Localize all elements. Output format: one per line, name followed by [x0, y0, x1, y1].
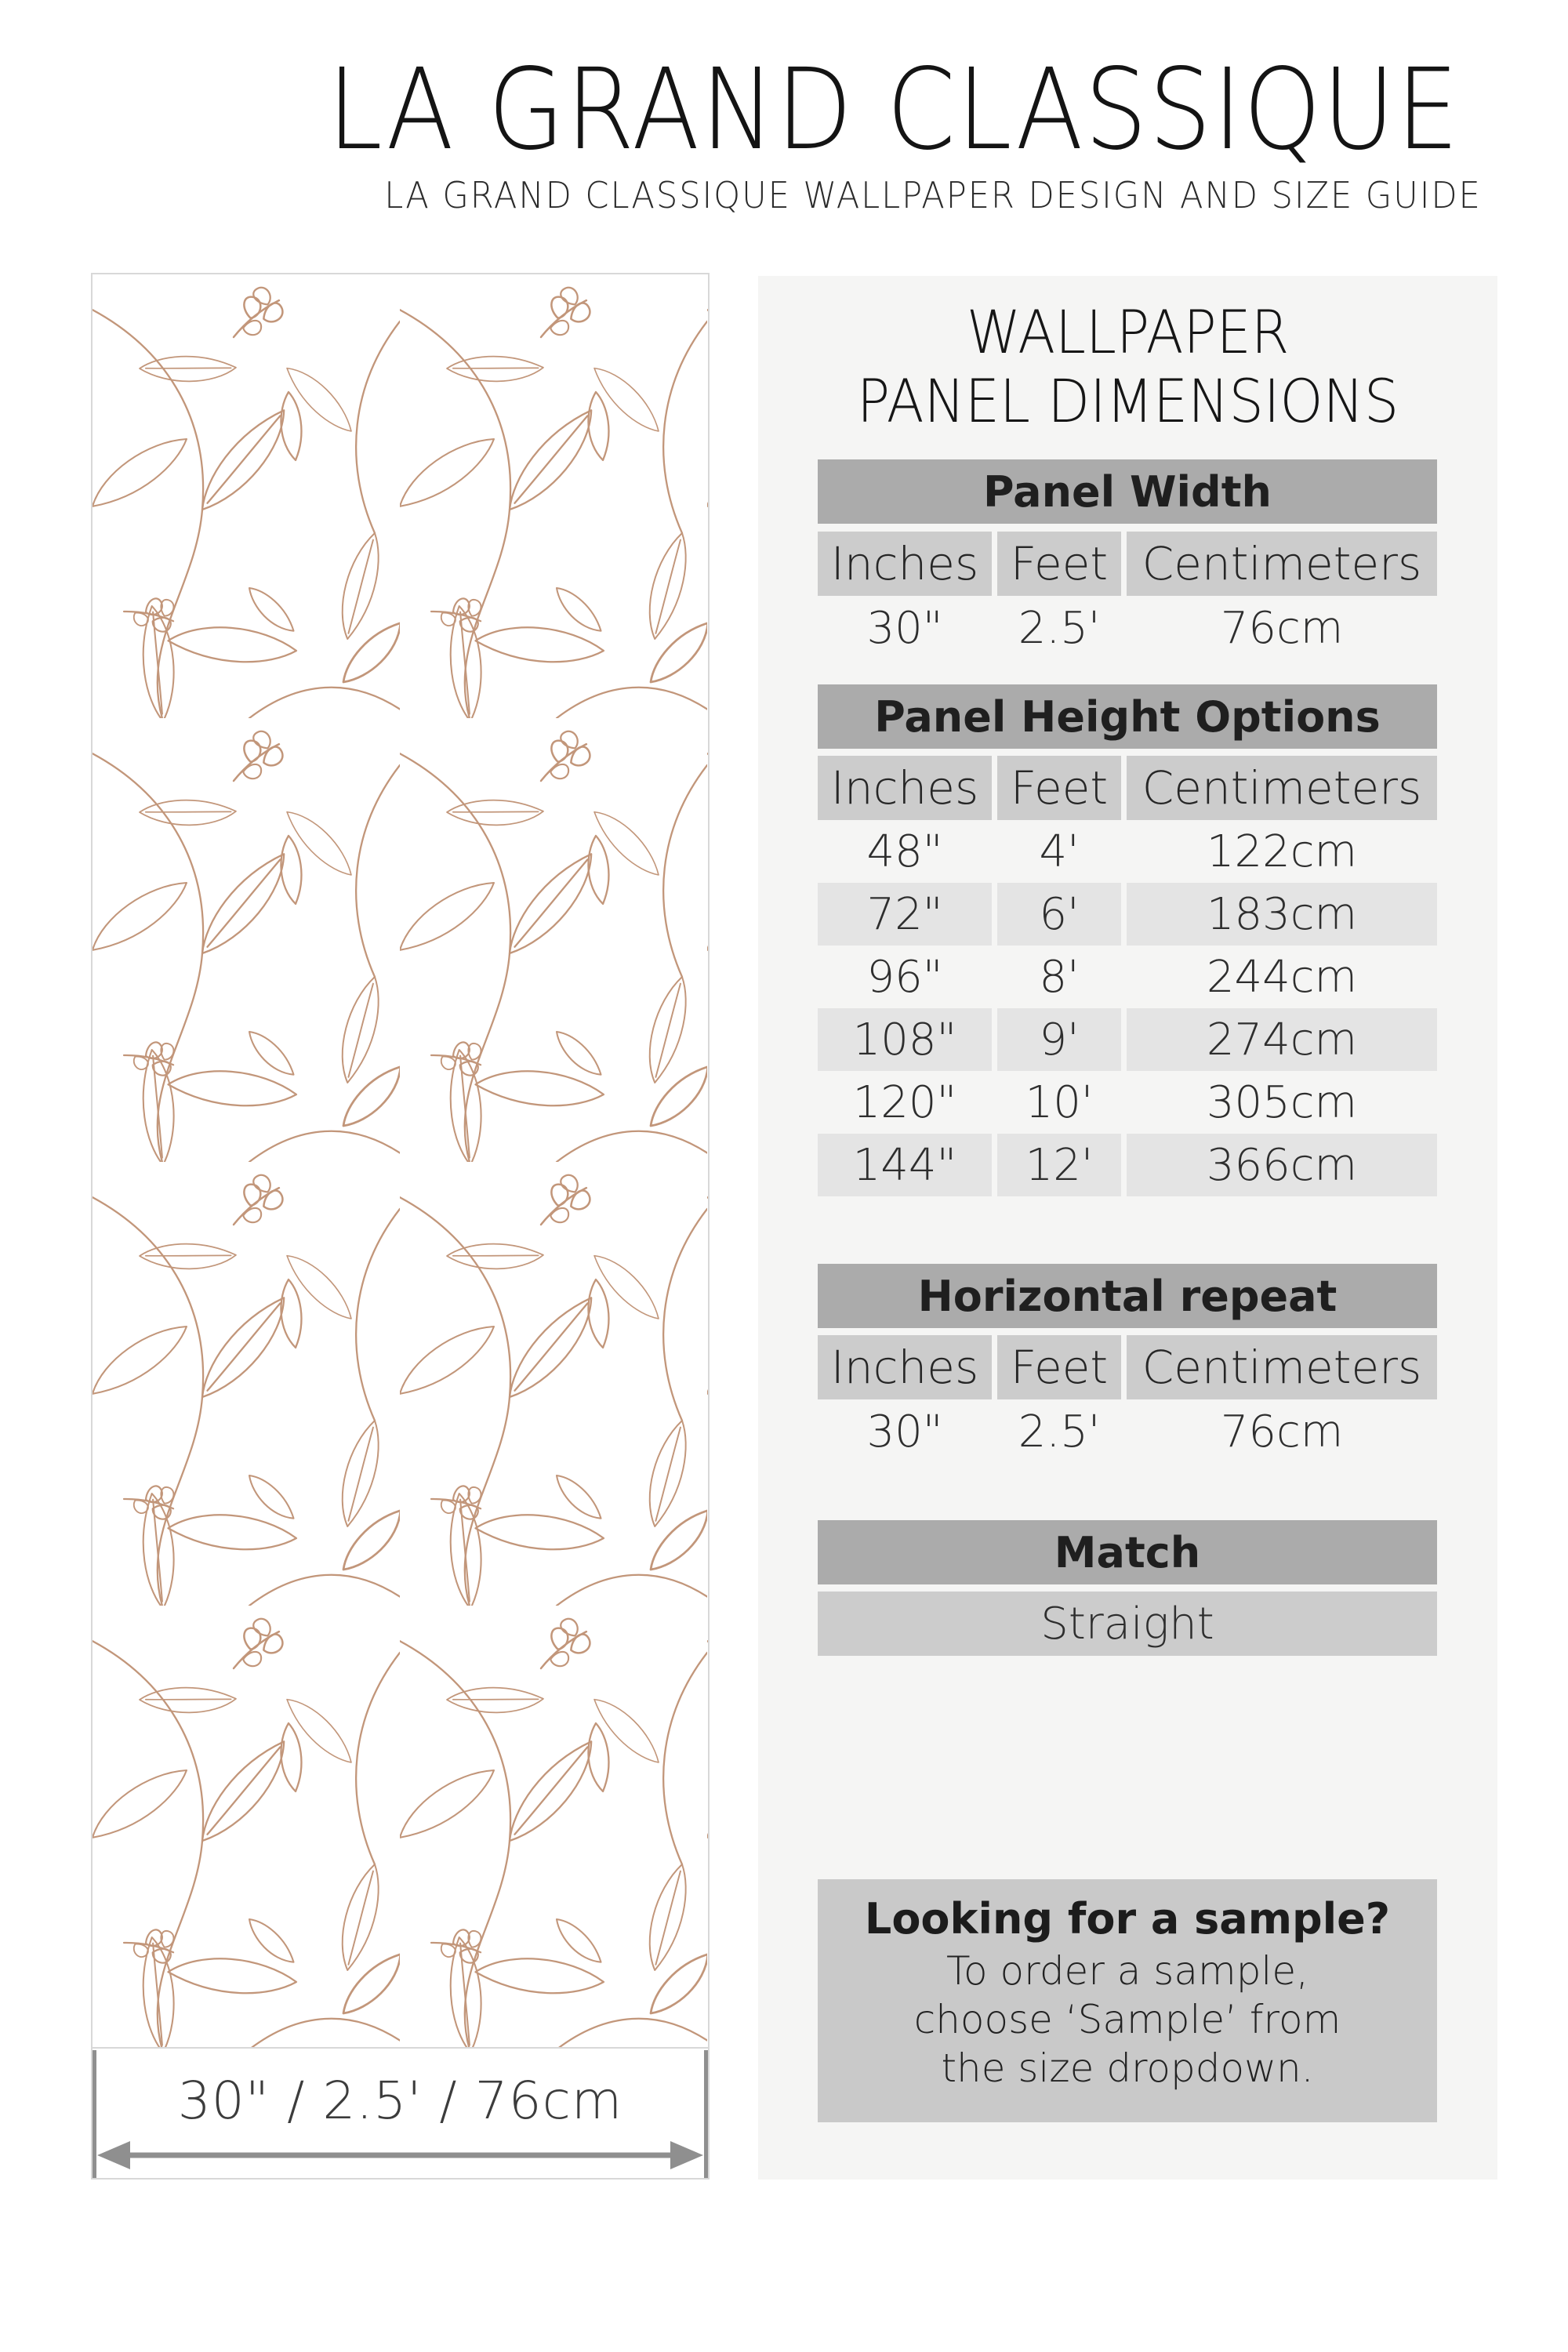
table-row — [818, 946, 1437, 1008]
heading-line-2: PANEL DIMENSIONS — [856, 366, 1399, 436]
sample-info-box — [818, 1879, 1437, 2122]
value-cell: 244cm — [1206, 951, 1358, 1003]
botanical-pattern-image — [93, 274, 708, 2047]
sample-info-line: the size dropdown. — [941, 2045, 1314, 2091]
panel-height-column-headers — [818, 756, 1437, 820]
value-cell: 144" — [818, 1134, 992, 1196]
column-header-feet: Feet — [997, 1335, 1121, 1399]
brand-title-text: LA GRAND CLASSIQUE — [327, 45, 1461, 176]
value-cell: 30" — [866, 1406, 943, 1457]
value-cell: 9' — [997, 1008, 1121, 1071]
wallpaper-preview-panel — [91, 273, 710, 2180]
sample-info-line: To order a sample, — [946, 1948, 1308, 1994]
value-cell: 76cm — [1220, 1406, 1344, 1457]
table-row — [818, 1008, 1437, 1071]
column-header-centimeters: Centimeters — [1127, 532, 1437, 596]
value-cell: 8' — [1039, 951, 1080, 1003]
brand-subtitle — [350, 174, 1517, 216]
panel-width-values — [818, 596, 1437, 660]
match-title: Match — [1054, 1527, 1201, 1577]
value-cell: 2.5' — [1018, 1406, 1101, 1457]
column-header-feet: Feet — [997, 756, 1121, 820]
panel-height-header — [818, 684, 1437, 749]
panel-width-dimension-area — [93, 2049, 708, 2178]
value-cell: 122cm — [1206, 826, 1358, 877]
heading-line-1: WALLPAPER — [966, 297, 1290, 367]
brand-subtitle-text: LA GRAND CLASSIQUE WALLPAPER DESIGN AND SIZE GUIDE — [384, 174, 1482, 216]
column-header-centimeters: Centimeters — [1127, 756, 1437, 820]
value-cell: 366cm — [1127, 1134, 1437, 1196]
horizontal-repeat-title: Horizontal repeat — [917, 1271, 1338, 1321]
horizontal-repeat-column-headers — [818, 1335, 1437, 1399]
sample-info-line: choose ‘Sample’ from — [913, 1997, 1341, 2042]
match-value: Straight — [818, 1592, 1437, 1656]
value-cell: 183cm — [1127, 883, 1437, 946]
value-cell: 96" — [866, 951, 943, 1003]
value-cell: 30" — [866, 602, 943, 654]
value-cell: 76cm — [1220, 602, 1344, 654]
column-header-inches: Inches — [818, 1335, 992, 1399]
width-arrow-icon — [93, 2137, 708, 2173]
match-value-row — [818, 1592, 1437, 1656]
panel-width-column-headers — [818, 532, 1437, 596]
dimensions-panel — [758, 276, 1497, 2180]
brand-title — [264, 45, 1523, 176]
value-cell: 274cm — [1127, 1008, 1437, 1071]
panel-height-title: Panel Height Options — [874, 691, 1381, 742]
column-header-inches: Inches — [818, 532, 992, 596]
column-header-inches: Inches — [818, 756, 992, 820]
value-cell: 48" — [866, 826, 943, 877]
panel-width-header — [818, 459, 1437, 524]
panel-width-title: Panel Width — [983, 466, 1272, 517]
value-cell: 120" — [852, 1076, 957, 1128]
sample-info-title: Looking for a sample? — [864, 1894, 1391, 1944]
value-cell: 10' — [1025, 1076, 1094, 1128]
wallpaper-pattern-swatch — [93, 274, 708, 2049]
panel-dimensions-heading — [758, 298, 1497, 436]
value-cell: 72" — [818, 883, 992, 946]
column-header-feet: Feet — [997, 532, 1121, 596]
value-cell: 12' — [997, 1134, 1121, 1196]
table-row — [818, 820, 1437, 883]
value-cell: 108" — [818, 1008, 992, 1071]
value-cell: 6' — [997, 883, 1121, 946]
value-cell: 4' — [1039, 826, 1080, 877]
horizontal-repeat-header — [818, 1264, 1437, 1328]
match-header — [818, 1520, 1437, 1584]
horizontal-repeat-values — [818, 1399, 1437, 1464]
table-row — [818, 1134, 1437, 1196]
value-cell: 2.5' — [1018, 602, 1101, 654]
table-row — [818, 1071, 1437, 1134]
table-row — [818, 883, 1437, 946]
panel-width-dimension-label: 30" / 2.5' / 76cm — [177, 2071, 623, 2131]
value-cell: 305cm — [1206, 1076, 1358, 1128]
column-header-centimeters: Centimeters — [1127, 1335, 1437, 1399]
